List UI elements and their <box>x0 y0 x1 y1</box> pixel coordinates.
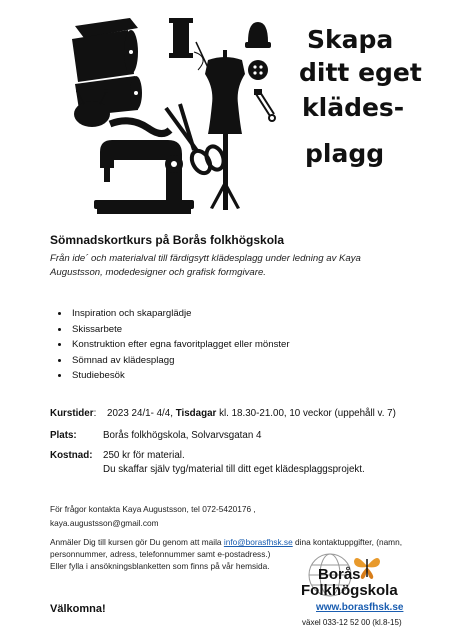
kurstider-day: Tisdagar <box>175 408 217 419</box>
headline-line-4: plagg <box>305 139 385 168</box>
signup-line-2: personnummer, adress, telefonnummer samt e-postadress.) <box>50 549 271 559</box>
headline-line-3: klädes- <box>302 93 405 122</box>
headline-line-2: ditt eget <box>299 58 422 87</box>
phone-text: växel 033-12 52 00 (kl.8-15) <box>302 618 402 627</box>
signup-email-link[interactable]: info@borasfhsk.se <box>223 537 293 547</box>
kurstider-colon: : <box>93 408 97 419</box>
headline-line-1: Skapa <box>307 25 394 54</box>
signup-text: Anmäler Dig till kursen gör Du genom att maila <box>50 537 224 547</box>
thread-spool-icon <box>169 18 193 58</box>
course-intro: Från ide´ och materialval till färdigsytt klädesplagg under ledning av Kaya Augustsson, modedesigner och grafisk formgivare. <box>50 253 361 278</box>
list-item: • Studiebesök <box>70 368 290 384</box>
thimble-icon <box>245 22 271 48</box>
sewing-machine-icon <box>94 140 194 214</box>
topic-list <box>50 306 290 384</box>
measuring-tape-icon <box>110 121 170 134</box>
contact-email[interactable]: kaya.augustsson@gmail.com <box>50 518 159 528</box>
course-title: Sömnadskortkurs på Borås folkhögskola <box>50 233 285 247</box>
kurstider-label: Kurstider <box>50 408 94 419</box>
signup-text-after: dina kontaktuppgifter, (namn, <box>292 537 403 547</box>
dress-form-icon <box>205 50 245 210</box>
signup-line-3: Eller fylla i ansökningsblanketten som finns på vår hemsida. <box>50 561 270 571</box>
kostnad-label: Kostnad: <box>50 450 93 461</box>
plats-value: Borås folkhögskola, Solvarvsgatan 4 <box>103 430 262 441</box>
logo-word-boras: Borås <box>318 566 361 583</box>
kurstider-row <box>50 408 396 419</box>
plats-label: Plats: <box>50 430 77 441</box>
kurstider-dates: 2023 24/1- 4/4, <box>107 408 173 419</box>
pincushion-icon <box>74 86 110 127</box>
kostnad-line-1: 250 kr för material. <box>103 450 185 461</box>
logo-word-folkhogskola: Folkhögskola <box>301 582 398 599</box>
safety-pin-icon <box>254 89 275 121</box>
kostnad-line-2: Du skaffar själv tyg/material till ditt eget klädesplaggsprojekt. <box>103 464 365 475</box>
list-item: • Sömnad av klädesplagg <box>70 353 290 369</box>
signup-line-1 <box>50 537 402 547</box>
contact-line: För frågor kontakta Kaya Augustsson, tel 072-5420176 , <box>50 504 256 514</box>
list-item: • Inspiration och skaparglädje <box>70 306 290 322</box>
website-link[interactable]: www.borasfhsk.se <box>316 602 404 613</box>
list-item: • Skissarbete <box>70 322 290 338</box>
sewing-illustration <box>70 12 295 222</box>
kurstider-time: kl. 18.30-21.00, 10 veckor (uppehåll v. 7) <box>219 408 396 419</box>
button-icon <box>248 60 268 80</box>
welcome-text: Välkomna! <box>50 603 106 615</box>
list-item: • Konstruktion efter egna favoritplagget eller mönster <box>70 337 290 353</box>
